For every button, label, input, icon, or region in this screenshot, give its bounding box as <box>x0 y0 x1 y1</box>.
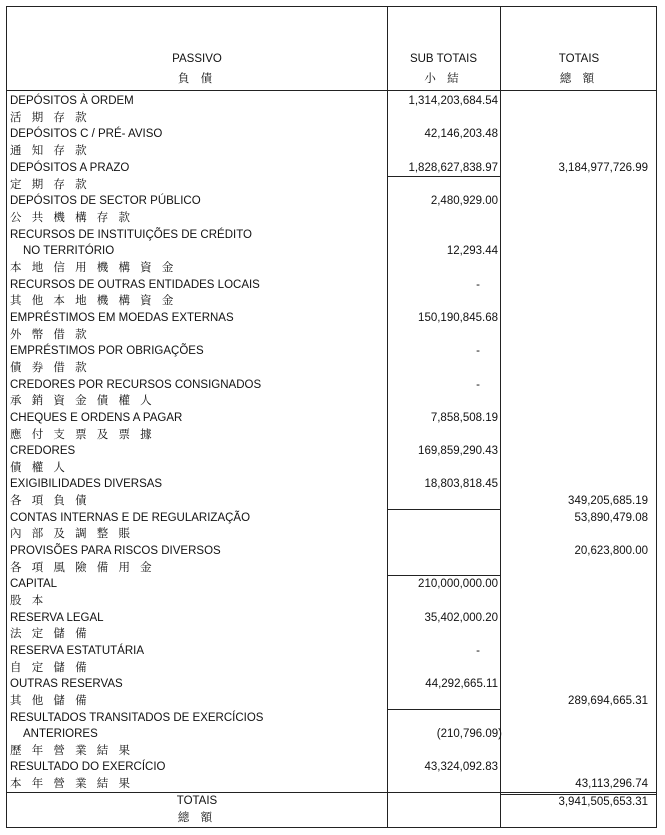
footer-label: TOTAIS <box>176 795 218 807</box>
subtotal-value: 35,402,000.20 <box>424 612 498 624</box>
subtotal-value: 44,292,665.11 <box>425 678 498 690</box>
group-rule <box>387 709 500 710</box>
header-subtotais-zh: 小 結 <box>424 73 463 85</box>
row-label: CREDORES POR RECURSOS CONSIGNADOS <box>10 379 262 391</box>
total-value: 349,205,685.19 <box>568 495 648 507</box>
row-label-zh: 股 本 <box>10 595 47 607</box>
row-label-zh: 債 權 人 <box>10 462 69 474</box>
subtotal-value: (210,796.09) <box>436 728 502 740</box>
row-label: RESULTADOS TRANSITADOS DE EXERCÍCIOS <box>10 712 264 724</box>
header-subtotais <box>387 53 500 86</box>
row-label-zh: 債 券 借 款 <box>10 362 91 374</box>
row-label-zh: 本 地 信 用 機 構 資 金 <box>10 262 177 274</box>
row-label-zh: 自 定 儲 備 <box>10 662 91 674</box>
total-value: 3,184,977,726.99 <box>558 162 648 174</box>
row-label-zh: 其 他 儲 備 <box>10 695 91 707</box>
subtotal-value: - <box>476 379 480 391</box>
row-label-cont: NO TERRITÓRIO <box>23 245 115 257</box>
row-label-zh: 通 知 存 款 <box>10 145 91 157</box>
grand-total-value: 3,941,505,653.31 <box>558 796 648 808</box>
row-label: DEPÓSITOS À ORDEM <box>10 95 134 107</box>
row-label: CAPITAL <box>10 578 58 590</box>
row-label-zh: 活 期 存 款 <box>10 112 91 124</box>
header-passivo <box>7 53 387 86</box>
subtotal-value: 210,000,000.00 <box>418 578 498 590</box>
row-label-zh: 本 年 營 業 結 果 <box>10 778 134 790</box>
row-label: RESERVA ESTATUTÁRIA <box>10 645 144 657</box>
total-value: 43,113,296.74 <box>575 778 648 790</box>
row-label: CREDORES <box>10 445 76 457</box>
row-label: CONTAS INTERNAS E DE REGULARIZAÇÃO <box>10 512 251 524</box>
subtotal-value: 12,293.44 <box>446 245 498 257</box>
header-passivo-label: PASSIVO <box>172 53 222 65</box>
footer-label-zh: 總 額 <box>177 812 217 824</box>
row-label: CHEQUES E ORDENS A PAGAR <box>10 412 183 424</box>
group-rule <box>387 509 500 510</box>
row-label: PROVISÕES PARA RISCOS DIVERSOS <box>10 545 221 557</box>
row-label-zh: 外 幣 借 款 <box>10 329 91 341</box>
row-label: EMPRÉSTIMOS POR OBRIGAÇÕES <box>10 345 204 357</box>
row-label-zh: 內 部 及 調 整 賬 <box>10 528 134 540</box>
header-rule <box>7 90 656 91</box>
row-label-cont: ANTERIORES <box>23 728 98 740</box>
subtotal-value: 42,146,203.48 <box>424 128 498 140</box>
column-divider <box>500 7 501 827</box>
totals-rule <box>7 792 656 793</box>
row-label: RESERVA LEGAL <box>10 612 104 624</box>
row-label: DEPÓSITOS C / PRÉ- AVISO <box>10 128 163 140</box>
subtotal-value: 18,803,818.45 <box>424 478 498 490</box>
row-label: EXIGIBILIDADES DIVERSAS <box>10 478 163 490</box>
total-value: 289,694,665.31 <box>568 695 648 707</box>
total-value: 20,623,800.00 <box>574 545 648 557</box>
header-subtotais-label: SUB TOTAIS <box>409 53 478 65</box>
subtotal-value: 1,314,203,684.54 <box>408 95 498 107</box>
column-divider <box>387 7 388 827</box>
row-label-zh: 各 項 風 險 備 用 金 <box>10 562 156 574</box>
header-totais-zh: 總 額 <box>559 73 599 85</box>
group-rule <box>387 575 500 576</box>
row-label-zh: 其 他 本 地 機 構 資 金 <box>10 295 177 307</box>
footer-totals-label <box>7 795 387 825</box>
row-label: OUTRAS RESERVAS <box>10 678 123 690</box>
subtotal-value: 1,828,627,838.97 <box>408 162 498 174</box>
row-label-zh: 公 共 機 構 存 款 <box>10 212 134 224</box>
subtotal-value: - <box>476 345 480 357</box>
row-label-zh: 法 定 儲 備 <box>10 628 91 640</box>
subtotal-value: - <box>476 279 480 291</box>
subtotal-value: - <box>476 645 480 657</box>
row-label-zh: 各 項 負 債 <box>10 495 91 507</box>
balance-sheet-table <box>6 6 657 828</box>
subtotal-value: 2,480,929.00 <box>430 195 498 207</box>
row-label-zh: 定 期 存 款 <box>10 179 91 191</box>
row-label-zh: 歷 年 營 業 結 果 <box>10 745 134 757</box>
subtotal-value: 150,190,845.68 <box>418 312 498 324</box>
header-totais <box>500 53 658 86</box>
row-label: DEPÓSITOS A PRAZO <box>10 162 130 174</box>
subtotal-value: 43,324,092.83 <box>424 761 498 773</box>
subtotal-value: 169,859,290.43 <box>418 445 498 457</box>
header-totais-label: TOTAIS <box>558 53 600 65</box>
subtotal-value: 7,858,508.19 <box>430 412 498 424</box>
group-rule <box>387 176 500 177</box>
row-label: RESULTADO DO EXERCÍCIO <box>10 761 166 773</box>
row-label-zh: 承 銷 資 金 債 權 人 <box>10 395 156 407</box>
total-value: 53,890,479.08 <box>574 512 648 524</box>
row-label: EMPRÉSTIMOS EM MOEDAS EXTERNAS <box>10 312 234 324</box>
header-passivo-zh: 負 債 <box>177 73 217 85</box>
row-label: RECURSOS DE INSTITUIÇÕES DE CRÉDITO <box>10 229 252 241</box>
row-label: DEPÓSITOS DE SECTOR PÚBLICO <box>10 195 201 207</box>
row-label-zh: 應 付 支 票 及 票 據 <box>10 429 156 441</box>
row-label: RECURSOS DE OUTRAS ENTIDADES LOCAIS <box>10 279 260 291</box>
